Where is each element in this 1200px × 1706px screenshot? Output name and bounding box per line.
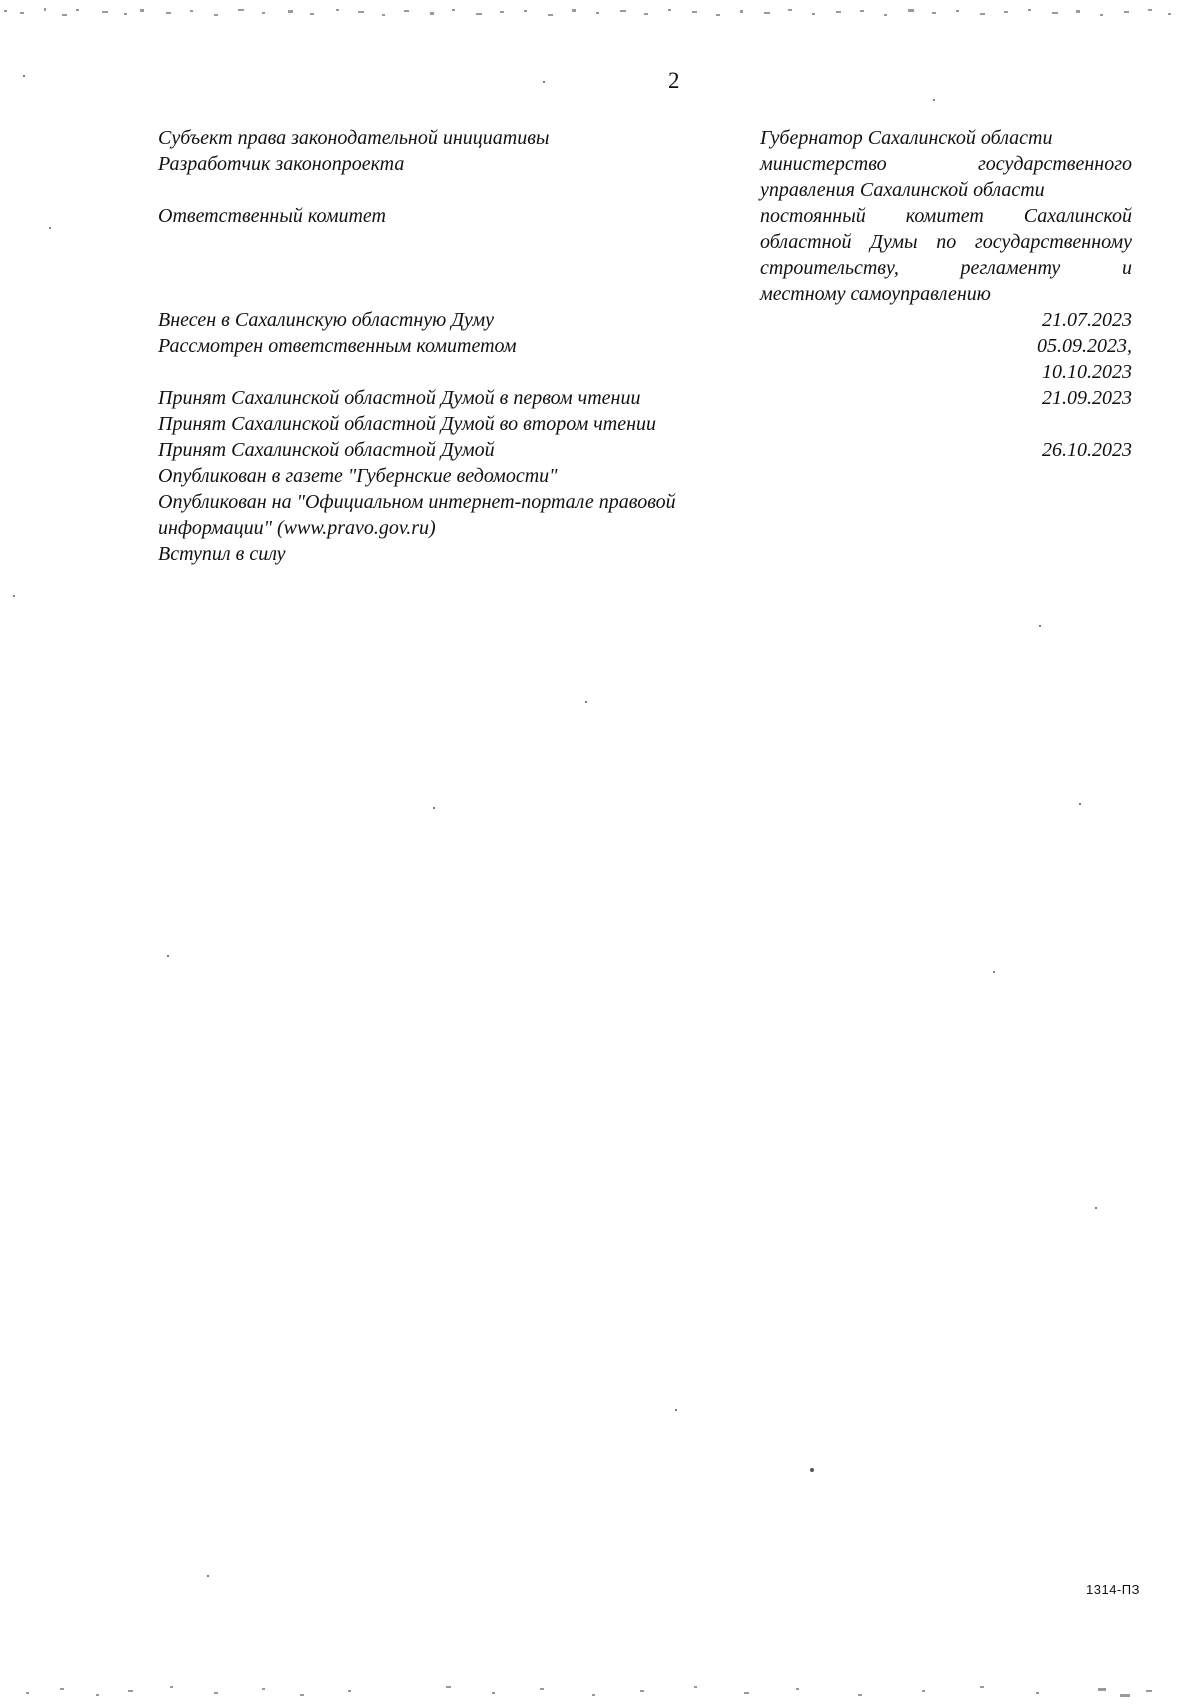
label-published-portal-line-2: информации" (www.pravo.gov.ru): [158, 517, 436, 539]
label-developer: Разработчик законопроекта: [158, 153, 405, 175]
value-subject: Губернатор Сахалинской области: [760, 127, 1053, 149]
page-number: 2: [668, 68, 680, 93]
document-code: 1314-ПЗ: [1086, 1582, 1140, 1597]
label-reviewed: Рассмотрен ответственным комитетом: [158, 335, 517, 357]
label-subject: Субъект права законодательной инициативы: [158, 127, 550, 149]
value-developer-line-2: управления Сахалинской области: [760, 179, 1045, 201]
label-published-portal-line-1: Опубликован на "Официальном интернет-портале правовой: [158, 491, 676, 513]
label-submitted: Внесен в Сахалинскую областную Думу: [158, 309, 495, 331]
scan-noise-bottom: [0, 1670, 1200, 1706]
value-committee-line-4: местному самоуправлению: [760, 283, 991, 305]
label-published-newspaper: Опубликован в газете "Губернские ведомости": [158, 465, 558, 487]
label-effective: Вступил в силу: [158, 543, 286, 565]
date-reviewed-1: 05.09.2023,: [1037, 335, 1132, 357]
label-adopted: Принят Сахалинской областной Думой: [158, 439, 495, 461]
label-first-reading: Принят Сахалинской областной Думой в первом чтении: [158, 387, 641, 409]
label-committee: Ответственный комитет: [158, 205, 386, 227]
date-submitted: 21.07.2023: [1042, 309, 1132, 331]
label-second-reading: Принят Сахалинской областной Думой во втором чтении: [158, 413, 657, 435]
date-reviewed-2: 10.10.2023: [1042, 361, 1132, 383]
date-first-reading: 21.09.2023: [1042, 387, 1132, 409]
value-developer-line-1: министерство государственного: [760, 153, 1132, 175]
value-committee-line-3: строительству, регламенту и: [760, 257, 1132, 279]
value-committee-line-2: областной Думы по государственному: [760, 231, 1132, 253]
date-adopted: 26.10.2023: [1042, 439, 1132, 461]
value-committee-line-1: постоянный комитет Сахалинской: [760, 205, 1132, 227]
